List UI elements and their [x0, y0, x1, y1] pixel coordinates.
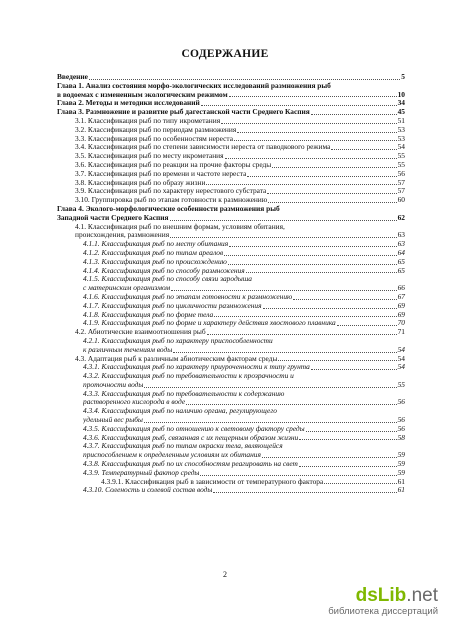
toc-entry	[57, 152, 405, 161]
toc-entry-text: 3.10. Группировка рыб по этапам готовности к размножению	[75, 196, 268, 205]
toc-entry	[57, 275, 405, 293]
toc-leader-dots	[268, 202, 396, 203]
toc-entry-continuation: в водоемах с измененным экологическим режимом	[57, 90, 228, 99]
toc-page-number: 61	[397, 485, 405, 495]
toc-entry	[57, 319, 405, 328]
toc-entry-text: Введение	[57, 73, 88, 81]
toc-page-number: 60	[397, 195, 405, 205]
toc-entry-text: 4.1.8. Классификация рыб по форме тела	[83, 310, 214, 319]
toc-page-number: 56	[397, 415, 405, 425]
toc-leader-dots	[229, 246, 396, 247]
toc-entry	[57, 293, 405, 302]
toc-leader-dots	[234, 140, 397, 141]
toc-leader-dots	[89, 79, 400, 80]
toc-leader-dots	[237, 132, 396, 133]
toc-entry-continuation: Западной части Среднего Каспия	[57, 213, 169, 222]
page-number: 2	[223, 570, 227, 579]
toc-page-number: 56	[397, 168, 405, 178]
toc-entry-text: 3.1. Классификация рыб по типу икрометания	[75, 116, 221, 125]
toc-leader-dots	[331, 149, 396, 150]
toc-page-number: 65	[397, 265, 405, 275]
toc-entry	[57, 170, 405, 179]
toc-page-number: 54	[397, 362, 405, 372]
toc-entry	[57, 258, 405, 267]
toc-leader-dots	[311, 369, 397, 370]
toc-entry-continuation: к различным течениям воды	[83, 345, 173, 354]
toc-page-number: 59	[397, 467, 405, 477]
toc-entry-text: 4.3.9.1. Классификация рыб в зависимости от температурного фактора	[101, 477, 324, 486]
toc-page-number: 56	[397, 397, 405, 407]
toc-page-number: 45	[397, 107, 405, 117]
toc-leader-dots	[171, 290, 397, 291]
toc-page-number: 69	[397, 300, 405, 310]
toc-leader-dots	[144, 387, 396, 388]
toc-entry-text: Глава 2. Методы и методики исследований	[57, 99, 200, 108]
toc-entry-text: 3.8. Классификация рыб по образу жизни	[75, 178, 206, 187]
toc-entry-text: 3.4. Классификация рыб по степени зависимости нереста от паводкового режима	[75, 143, 331, 152]
toc-entry	[57, 460, 405, 469]
toc-entry	[57, 390, 405, 408]
toc-entry-text: 3.7. Классификация рыб по времени и частоте нереста	[75, 169, 247, 178]
toc-page-number: 64	[397, 247, 405, 257]
toc-page-number: 54	[397, 142, 405, 152]
toc-entry	[57, 469, 405, 478]
toc-leader-dots	[186, 404, 396, 405]
toc-entry	[57, 126, 405, 135]
toc-leader-dots	[213, 492, 396, 493]
toc-page-number: 54	[397, 353, 405, 363]
toc-entry-text: 4.3.2. Классификация рыб по требовательности к прозрачности и	[83, 371, 294, 381]
toc-entry-text: 4.3.5. Классификация рыб по отношению к световому фактору среды	[83, 424, 305, 433]
toc-leader-dots	[262, 457, 397, 458]
toc-entry	[57, 179, 405, 188]
toc-entry-text: Глава 4. Эколого-морфологические особенности размножения рыб	[57, 203, 280, 213]
toc-leader-dots	[214, 316, 396, 317]
table-of-contents	[57, 73, 405, 495]
toc-entry-text: 3.5. Классификация рыб по месту икрометания	[75, 152, 224, 161]
toc-entry-text: 4.2.1. Классификация рыб по характеру приспособленности	[83, 335, 273, 345]
toc-page-number: 34	[397, 98, 405, 108]
toc-page-number: 61	[397, 476, 405, 486]
toc-entry-text: 4.2. Абиотические взаимоотношения рыб	[75, 328, 206, 337]
toc-page-number: 57	[397, 186, 405, 196]
toc-entry-text: 4.3.1. Классификация рыб по характеру приуроченности к типу грунта	[83, 363, 310, 372]
toc-page-number: 55	[397, 151, 405, 161]
toc-entry-text: 4.1.6. Классификация рыб по этапам готовности к размножению	[83, 292, 293, 301]
toc-entry	[57, 99, 405, 108]
toc-entry-text: 4.3.8. Классификация рыб по их способностям реагировать на свет	[83, 460, 298, 469]
toc-entry-text: 4.1. Классификация рыб по внешним формам, условиям обитания,	[75, 221, 285, 231]
toc-page-number: 56	[397, 423, 405, 433]
toc-entry	[57, 161, 405, 170]
toc-page-number: 53	[397, 124, 405, 134]
toc-page-number: 55	[397, 159, 405, 169]
toc-entry-text: 3.3. Классификация рыб по особенностям нереста	[75, 134, 233, 143]
toc-entry	[57, 249, 405, 258]
toc-entry	[57, 240, 405, 249]
toc-entry-text: 4.1.1. Классификация рыб по месту обитания	[83, 240, 229, 249]
toc-leader-dots	[278, 360, 396, 361]
toc-page-number: 70	[397, 318, 405, 328]
watermark-subtitle: библиотека диссертаций	[328, 606, 438, 617]
toc-entry	[57, 82, 405, 100]
toc-leader-dots	[206, 184, 396, 185]
toc-page-number: 10	[397, 89, 405, 99]
toc-entry	[57, 143, 405, 152]
toc-entry-continuation: проточности воды	[83, 380, 144, 389]
toc-leader-dots	[263, 308, 397, 309]
toc-entry-text: Глава 1. Анализ состояния морфо-экологических исследований размножения рыб	[57, 80, 331, 90]
toc-leader-dots	[267, 193, 396, 194]
toc-leader-dots	[306, 431, 397, 432]
toc-page-number: 63	[397, 230, 405, 240]
toc-leader-dots	[170, 237, 397, 238]
toc-leader-dots	[221, 123, 396, 124]
toc-entry	[57, 486, 405, 495]
toc-entry-text: 4.3.10. Соленость и солевой состав воды	[83, 486, 213, 495]
toc-entry-continuation: удельный вес рыбы	[83, 416, 143, 425]
toc-page-number: 53	[397, 133, 405, 143]
toc-leader-dots	[170, 220, 397, 221]
toc-entry	[57, 205, 405, 223]
toc-page-number: 54	[397, 344, 405, 354]
toc-entry	[57, 187, 405, 196]
toc-page-number: 69	[397, 309, 405, 319]
toc-page-number: 66	[397, 283, 405, 293]
toc-leader-dots	[228, 264, 397, 265]
toc-page-number: 55	[397, 379, 405, 389]
toc-page-number: 65	[397, 256, 405, 266]
toc-entry	[57, 311, 405, 320]
toc-leader-dots	[207, 334, 397, 335]
toc-entry-continuation: приспособлением к определенным условиям их обитания	[83, 451, 261, 460]
toc-leader-dots	[246, 272, 397, 273]
toc-entry-continuation: происхождения, размножения	[75, 231, 170, 240]
toc-page-number: 62	[397, 212, 405, 222]
toc-entry-text: 3.9. Классификация рыб по характеру нерестового субстрата	[75, 187, 267, 196]
page-title: СОДЕРЖАНИЕ	[181, 48, 269, 60]
toc-entry-text: 4.1.9. Классификация рыб по форме и характеру действия хвостового плавника	[83, 319, 336, 328]
toc-entry	[57, 117, 405, 126]
toc-entry	[57, 108, 405, 117]
toc-entry	[57, 355, 405, 364]
toc-entry-text: 4.3.6. Классификация рыб, связанная с их пещерным образом жизни	[83, 433, 299, 442]
toc-leader-dots	[201, 105, 397, 106]
toc-page-number: 59	[397, 459, 405, 469]
toc-leader-dots	[272, 167, 396, 168]
toc-page-number: 71	[397, 327, 405, 337]
watermark	[328, 586, 438, 617]
toc-page-number: 58	[397, 432, 405, 442]
toc-leader-dots	[337, 325, 397, 326]
toc-leader-dots	[293, 299, 396, 300]
toc-leader-dots	[299, 466, 397, 467]
toc-page-number: 5	[401, 72, 405, 81]
toc-entry-text: 4.1.7. Классификация рыб по цикличности размножения	[83, 301, 262, 310]
toc-leader-dots	[311, 114, 397, 115]
toc-leader-dots	[229, 96, 397, 97]
toc-page-number: 59	[397, 450, 405, 460]
toc-entry-continuation: растворенного кислорода в воде	[83, 398, 186, 407]
toc-entry	[57, 302, 405, 311]
toc-entry	[57, 478, 405, 487]
toc-entry-text: 4.3.3. Классификация рыб по требовательности к содержанию	[83, 388, 285, 398]
toc-entry	[57, 407, 405, 425]
toc-entry-text: 4.1.5. Классификация рыб по способу связи зародыша	[83, 274, 252, 284]
toc-page-number: 63	[397, 239, 405, 249]
toc-leader-dots	[324, 483, 396, 484]
toc-leader-dots	[225, 158, 397, 159]
toc-leader-dots	[299, 439, 396, 440]
toc-entry	[57, 223, 405, 241]
toc-entry-text: 4.3.4. Классификация рыб по наличию органа, регулирующего	[83, 406, 277, 416]
toc-page-number: 51	[397, 115, 405, 125]
toc-entry-text: Глава 3. Размножение и развитие рыб дагестанской части Среднего Каспия	[57, 108, 310, 117]
toc-leader-dots	[200, 475, 396, 476]
watermark-logo: dsLib.net	[355, 585, 438, 606]
toc-page-number: 57	[397, 177, 405, 187]
toc-entry-text: 4.1.4. Классификация рыб по способу размножения	[83, 266, 245, 275]
toc-entry-text: 3.2. Классификация рыб по периодам размножения	[75, 125, 237, 134]
toc-entry	[57, 425, 405, 434]
toc-entry	[57, 442, 405, 460]
toc-page-number: 67	[397, 291, 405, 301]
toc-leader-dots	[247, 176, 396, 177]
toc-entry-text: 4.3.7. Классификация рыб по типам окраски тела, являющейся	[83, 441, 283, 451]
toc-leader-dots	[224, 255, 396, 256]
toc-entry-text: 4.1.3. Классификация рыб по происхождению	[83, 257, 227, 266]
toc-entry-continuation: с материнским организмом	[83, 284, 171, 293]
toc-leader-dots	[144, 422, 397, 423]
toc-entry-text: 4.3. Адаптация рыб к различным абиотическим факторам среды	[75, 354, 278, 363]
toc-entry-text: 4.1.2. Классификация рыб по типам ареалов	[83, 248, 224, 257]
toc-entry	[57, 337, 405, 355]
toc-entry-text: 3.6. Классификация рыб по реакции на прочие факторы среды	[75, 160, 272, 169]
toc-entry-text: 4.3.9. Температурный фактор среды	[83, 468, 200, 477]
toc-leader-dots	[173, 352, 396, 353]
toc-entry	[57, 372, 405, 390]
toc-entry	[57, 135, 405, 144]
